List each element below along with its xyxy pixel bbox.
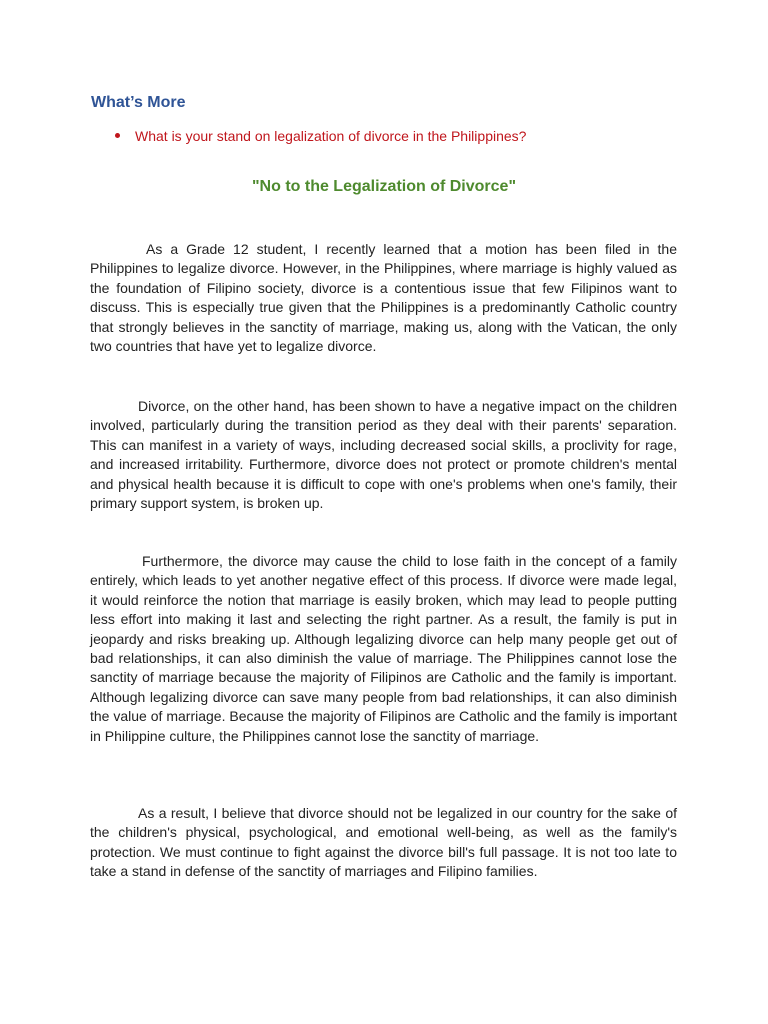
question-item (115, 127, 675, 145)
section-heading: What’s More (91, 94, 186, 111)
essay-paragraph-1: As a Grade 12 student, I recently learned that a motion has been filed in the Philippines to legalize divorce. However, in the Philippines, where marriage is highly valued as the foundation of Filipino society, divorce is a contentious issue that few Filipinos want to discuss. This is especially true given that the Philippines is a predominantly Catholic country that strongly believes in the sanctity of marriage, making us, along with the Vatican, the only two countries that have yet to legalize divorce. (90, 241, 677, 355)
question-list (115, 127, 675, 145)
bullet-icon (115, 133, 120, 138)
question-text: What is your stand on legalization of divorce in the Philippines? (135, 128, 527, 144)
essay-title: "No to the Legalization of Divorce" (251, 178, 517, 195)
essay-paragraph-2: Divorce, on the other hand, has been shown to have a negative impact on the children involved, particularly during the transition period as they deal with their parents' separation. This can manifest in a variety of ways, including decreased social skills, a proclivity for rage, and increased irritability. Furthermore, divorce does not protect or promote children's mental and physical health because it is difficult to cope with one's problems when one's family, their primary support system, is broken up. (90, 398, 677, 512)
essay-paragraph-3: Furthermore, the divorce may cause the child to lose faith in the concept of a family entirely, which leads to yet another negative effect of this process. If divorce were made legal, it would reinforce the notion that marriage is easily broken, which may lead to people putting less effort into making it last and selecting the right partner. As a result, the family is put in jeopardy and risks breaking up. Although legalizing divorce can help many people get out of bad relationships, it can also diminish the value of marriage. The Philippines cannot lose the sanctity of marriage because the majority of Filipinos are Catholic and the family is important. Although legalizing divorce can save many people from bad relationships, it can also diminish the value of marriage. Because the majority of Filipinos are Catholic and the family is important in Philippine culture, the Philippines cannot lose the sanctity of marriage. (90, 553, 677, 744)
essay-paragraph-4: As a result, I believe that divorce should not be legalized in our country for the sake of the children's physical, psychological, and emotional well-being, as well as the family's protection. We must continue to fight against the divorce bill's full passage. It is not too late to take a stand in defense of the sanctity of marriages and Filipino families. (90, 805, 677, 880)
